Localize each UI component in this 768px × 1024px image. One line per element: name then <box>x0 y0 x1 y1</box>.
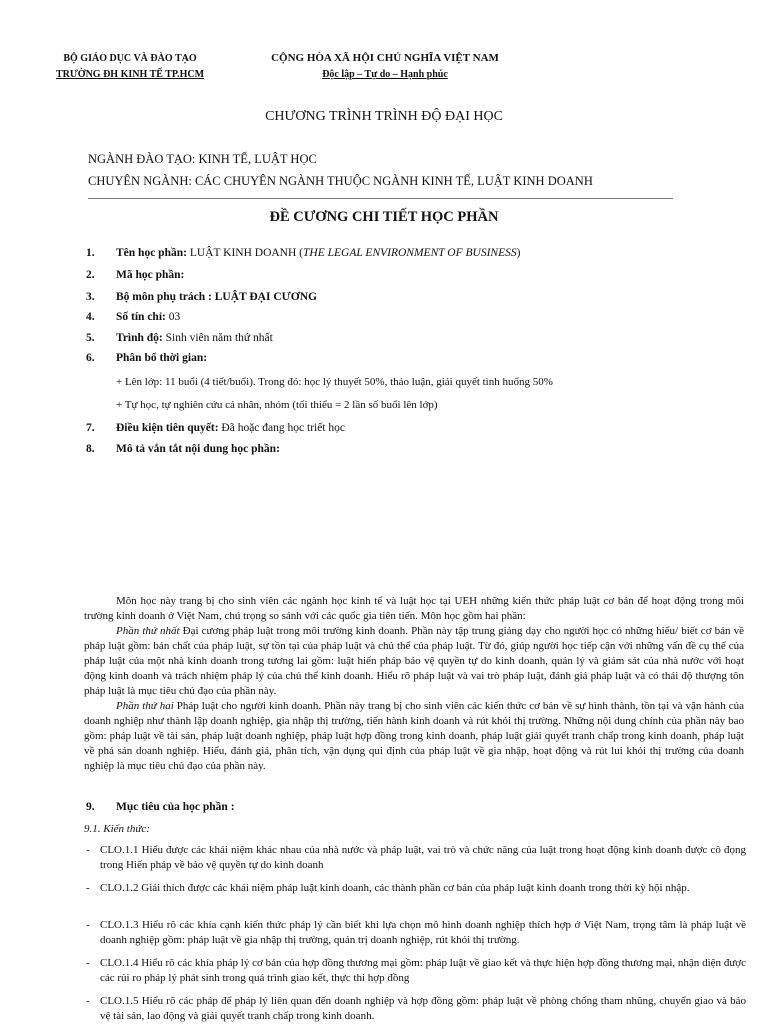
item-label: Số tín chỉ: <box>116 311 166 323</box>
clo-item <box>86 994 746 1024</box>
bullet-dash: - <box>86 957 90 969</box>
clo-item <box>86 918 746 948</box>
item-number: 1. <box>86 247 95 259</box>
bullet-dash: - <box>86 844 90 856</box>
description-part-two <box>84 699 744 774</box>
clo-text: CLO.1.5 Hiểu rõ các pháp để pháp lý liên quan đến doanh nghiệp và hợp đồng gồm: pháp luật về phòng chống tham nhũng, chuyển giao và bảo vệ tài sản, lao động và giải quyết tranh chấp trong kinh doanh. <box>100 995 746 1022</box>
part-one-heading: Phần thứ nhất <box>116 625 180 637</box>
course-description <box>84 594 744 774</box>
part-two-heading: Phần thứ hai <box>116 700 174 712</box>
clo-text: CLO.1.3 Hiểu rõ các khía cạnh kiến thức pháp lý cần biết khi lựa chọn mô hình doanh nghiệp thích hợp ở Việt Nam, trọng tâm là pháp luật về doanh nghiệp gồm: pháp luật về gia nhập thị trường, quản trị doanh nghiệp, rút khỏi thị trường. <box>100 919 746 946</box>
item-value: Sinh viên năm thứ nhất <box>162 332 273 344</box>
item-label: Tên học phần: <box>116 247 187 259</box>
item-label: Điều kiện tiên quyết: <box>116 422 219 434</box>
clo-text: CLO.1.4 Hiểu rõ các khía pháp lý cơ bản của hợp đồng thương mại gồm: pháp luật về giao kết và thực hiện hợp đồng thương mại, nhận diện được các rủi ro pháp lý phát sinh trong quá trình giao kết, thực thi hợp đồng <box>100 957 746 984</box>
item-value-english: THE LEGAL ENVIRONMENT OF BUSINESS <box>303 247 517 259</box>
item-value: LUẬT KINH DOANH ( <box>186 247 303 259</box>
bullet-dash: - <box>86 919 90 931</box>
header-divider <box>88 198 673 199</box>
national-motto-text: Độc lập – Tự do – Hạnh phúc <box>322 69 448 80</box>
item-number: 6. <box>86 352 95 364</box>
bullet-dash: - <box>86 995 90 1007</box>
item-number: 8. <box>86 443 95 455</box>
ministry-name: BỘ GIÁO DỤC VÀ ĐÀO TẠO <box>63 53 197 64</box>
item-value: 03 <box>165 311 181 323</box>
item-number: 3. <box>86 291 95 303</box>
time-allocation-self-study: + Tự học, tự nghiên cứu cá nhân, nhóm (tối thiểu = 2 lần số buổi lên lớp) <box>116 399 438 411</box>
university-name <box>30 68 230 81</box>
item-value: LUẬT ĐẠI CƯƠNG <box>211 291 317 303</box>
document-title: ĐỀ CƯƠNG CHI TIẾT HỌC PHẦN <box>269 209 499 225</box>
item-number: 5. <box>86 332 95 344</box>
item-number: 9. <box>86 801 95 813</box>
national-motto <box>230 68 540 81</box>
clo-item <box>86 956 746 986</box>
item-label: Mục tiêu của học phần : <box>116 801 235 813</box>
program-title: CHƯƠNG TRÌNH TRÌNH ĐỘ ĐẠI HỌC <box>265 109 503 124</box>
item-label: Phân bổ thời gian: <box>116 352 208 364</box>
description-paragraph: Môn học này trang bị cho sinh viên các ngành học kinh tế và luật học tại UEH những kiến thức pháp luật cơ bản để hoạt động trong môi trường kinh doanh ở Việt Nam, chú trọng so sánh với các quốc gia tiên tiến. Môn học gồm hai phần: <box>84 595 744 622</box>
item-label: Bộ môn phụ trách : <box>116 291 212 303</box>
item-number: 4. <box>86 311 95 323</box>
item-value: Đã hoặc đang học triết học <box>218 422 345 434</box>
part-two-text: Pháp luật cho người kinh doanh. Phần này trang bị cho sinh viên các kiến thức cơ bản về sự hình thành, tồn tại và vận hành của doanh nghiệp như thành lập doanh nghiệp, gia nhập thị trường, tiến hành kinh doanh và rút khỏi thị trường. Những nội dung chính của phần này bao gồm: pháp luật về tài sản, pháp luật doanh nghiệp, pháp luật hợp đồng trong kinh doanh, pháp luật giải quyết tranh chấp trong kinh doanh, pháp luật về phá sản doanh nghiệp. Hiểu, đánh giá, phân tích, vận dụng qui định của pháp luật về gia nhập, hoạt động và rút lui khỏi thị trường của doanh nghiệp là mục tiêu chủ đạo của phần này. <box>84 700 744 772</box>
part-one-text: Đại cương pháp luật trong môi trường kinh doanh. Phần này tập trung giảng dạy cho người học có những hiểu/ biết cơ bản về pháp luật gồm: bản chất của pháp luật, sự tồn tại của pháp luật và chủ thể của pháp luật. Từ đó, giúp người học tiếp cận với những vấn đề cụ thể của pháp luật của một nhà kinh doanh trong tương lai gồm: luật hiến pháp bảo vệ quyền tự do kinh doanh, quản lý và giám sát của nhà nước với hoạt động kinh doanh và trách nhiệm pháp lý của chủ thể kinh doanh. Hiểu rõ pháp luật và vai trò pháp luật, đánh giá pháp luật và có thái độ thượng tôn pháp luật là mục tiêu chủ đạo của phần này. <box>84 625 744 697</box>
bullet-dash: - <box>86 882 90 894</box>
item-label: Mô tả vắn tắt nội dung học phần: <box>116 443 280 455</box>
description-part-one <box>84 624 744 699</box>
clo-text: CLO.1.2 Giải thích được các khái niệm pháp luật kinh doanh, các thành phần cơ bản của pháp luật kinh doanh trong thời kỳ hội nhập. <box>100 882 690 894</box>
university-name-text: TRƯỜNG ĐH KINH TẾ TP.HCM <box>55 69 205 80</box>
clo-item <box>86 843 746 873</box>
item-number: 2. <box>86 269 95 281</box>
training-major: NGÀNH ĐÀO TẠO: KINH TẾ, LUẬT HỌC <box>88 152 317 166</box>
item-value-end: ) <box>516 247 521 259</box>
clo-text: CLO.1.1 Hiểu được các khái niệm khác nhau của nhà nước và pháp luật, vai trò và chức năng của luật trong hoạt động kinh doanh được cô đọng trong Hiến pháp về bảo vệ quyền tự do kinh doanh <box>100 844 746 871</box>
specialization: CHUYÊN NGÀNH: CÁC CHUYÊN NGÀNH THUỘC NGÀNH KINH TẾ, LUẬT KINH DOANH <box>88 174 593 188</box>
republic-name: CỘNG HÒA XÃ HỘI CHỦ NGHĨA VIỆT NAM <box>271 52 499 64</box>
item-number: 7. <box>86 422 95 434</box>
knowledge-heading: 9.1. Kiến thức: <box>84 823 150 835</box>
clo-item <box>86 881 746 896</box>
item-label: Trình độ: <box>116 332 163 344</box>
item-label: Mã học phần: <box>116 269 185 281</box>
time-allocation-class: + Lên lớp: 11 buổi (4 tiết/buổi). Trong đó: học lý thuyết 50%, thảo luận, giải quyết tình huống 50% <box>116 376 553 388</box>
